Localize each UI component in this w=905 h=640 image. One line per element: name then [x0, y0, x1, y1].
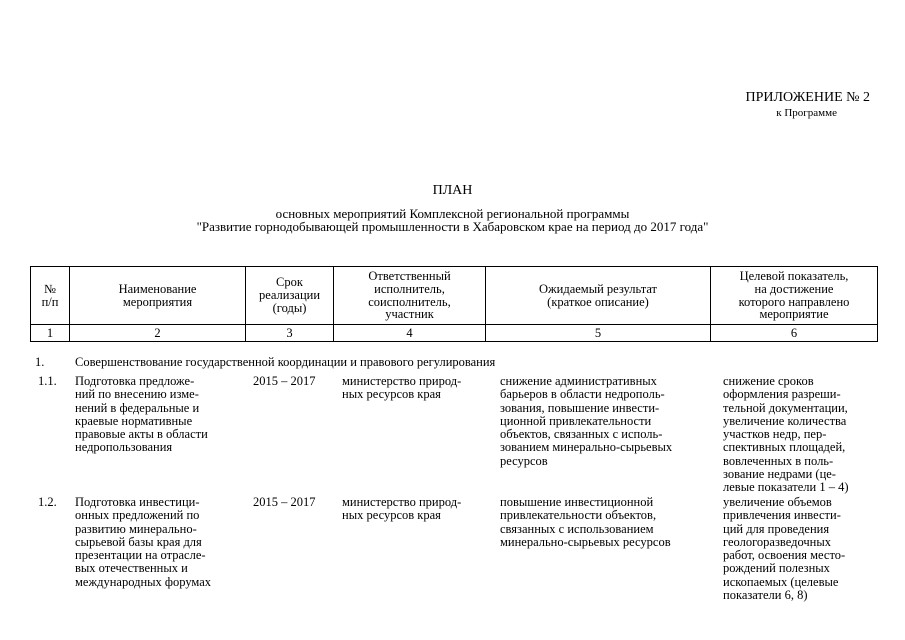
- plan-table: [30, 266, 878, 342]
- table-row: [30, 375, 877, 496]
- header-result: Ожидаемый результат (краткое описание): [486, 267, 711, 325]
- column-number: 3: [246, 325, 334, 342]
- section-number: 1.: [35, 355, 45, 369]
- column-number: 4: [334, 325, 486, 342]
- table-row: [30, 496, 877, 606]
- plan-subtitle-line1: основных мероприятий Комплексной региональной программы: [275, 206, 630, 221]
- appendix-subtitle: к Программе: [776, 106, 837, 119]
- row-name: Подготовка предложе- ний по внесению изме- нений в федеральные и краевые нормативные правовые акты в области недропользования: [75, 374, 208, 455]
- row-goal: снижение сроков оформления разреши- тельной документации, увеличение количества участков недр, пер- спективных площадей, вовлеченных в поль- зование недрами (це- левые показатели 1 – 4): [723, 374, 849, 494]
- row-term: 2015 – 2017: [253, 495, 316, 509]
- table-body: [30, 355, 877, 606]
- column-number: 1: [31, 325, 70, 342]
- row-number: 1.2.: [38, 495, 57, 509]
- row-responsible: министерство природ- ных ресурсов края: [342, 374, 462, 402]
- section-title: Совершенствование государственной координации и правового регулирования: [75, 355, 496, 369]
- column-number: 6: [711, 325, 878, 342]
- row-goal: увеличение объемов привлечения инвести- ций для проведения геологоразведочных работ, освоения место- рождений полезных ископаемых (целевые показатели 6, 8): [723, 495, 846, 602]
- row-term: 2015 – 2017: [253, 374, 316, 388]
- header-goal: Целевой показатель, на достижение которого направлено мероприятие: [711, 267, 878, 325]
- header-term: Срок реализации (годы): [246, 267, 334, 325]
- appendix-title: ПРИЛОЖЕНИЕ № 2: [745, 90, 870, 105]
- header-responsible: Ответственный исполнитель, соисполнитель, участник: [334, 267, 486, 325]
- row-number: 1.1.: [38, 374, 57, 388]
- plan-heading: ПЛАН: [432, 183, 473, 198]
- row-result: снижение административных барьеров в области недрополь- зования, повышение инвести- ционной привлекательности объектов, связанных с исполь- зованием минерально-сырьевых ресурсов: [500, 374, 673, 468]
- header-name: Наименование мероприятия: [70, 267, 246, 325]
- plan-subtitle-line2: "Развитие горнодобывающей промышленности в Хабаровском крае на период до 2017 года": [196, 219, 709, 234]
- column-number: 5: [486, 325, 711, 342]
- row-responsible: министерство природ- ных ресурсов края: [342, 495, 462, 523]
- row-name: Подготовка инвестици- онных предложений по развитию минерально- сырьевой базы края для презентации на отрасле- вых отечественных и международных форумах: [75, 495, 212, 589]
- header-num: № п/п: [31, 267, 70, 325]
- section-row: [30, 355, 877, 375]
- column-number: 2: [70, 325, 246, 342]
- appendix-block: [746, 91, 871, 119]
- row-result: повышение инвестиционной привлекательности объектов, связанных с использованием минерально-сырьевых ресурсов: [500, 495, 671, 549]
